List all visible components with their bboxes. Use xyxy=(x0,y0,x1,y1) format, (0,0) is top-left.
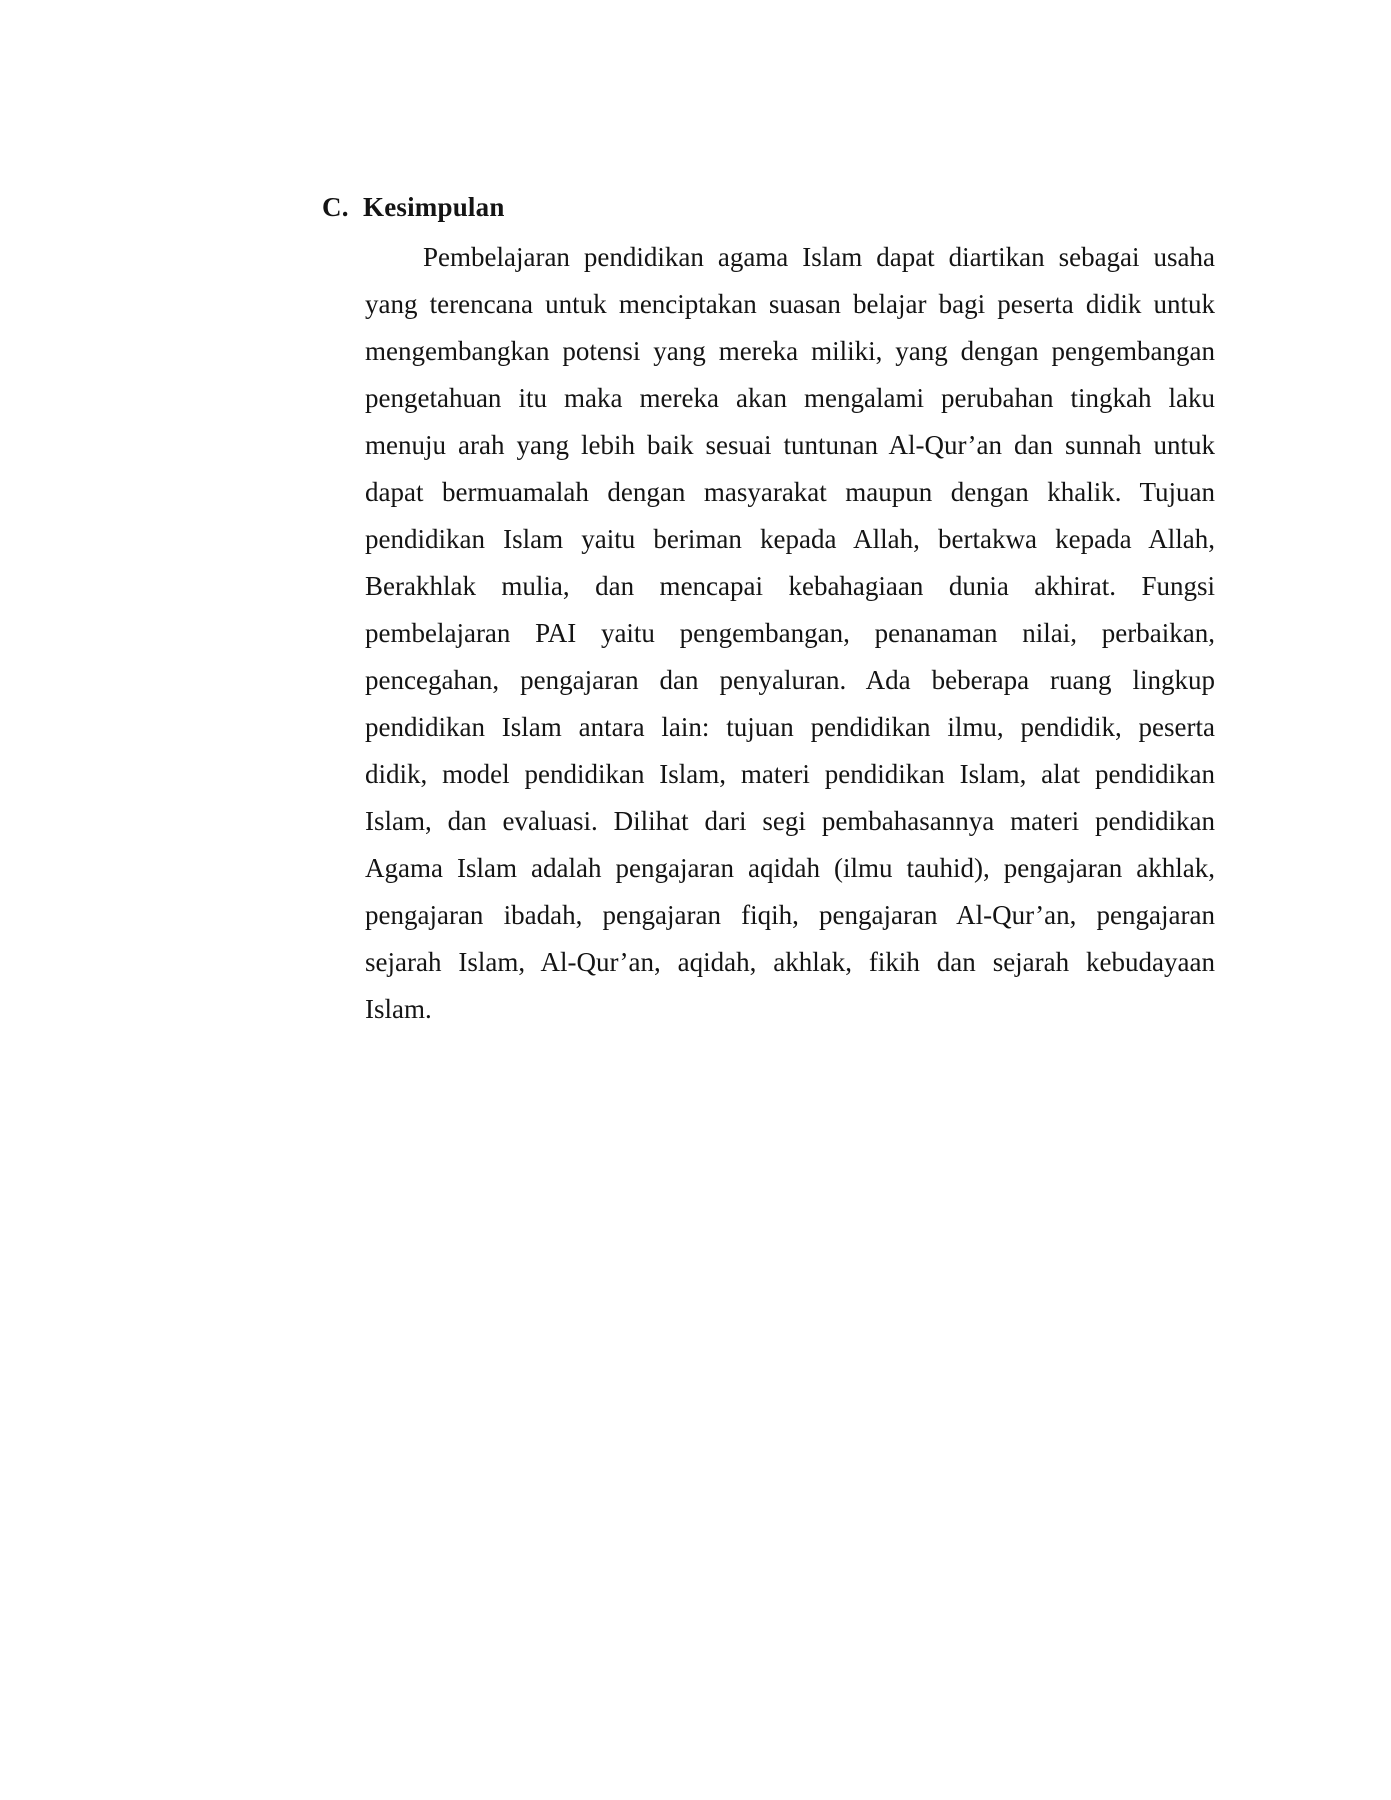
section-heading-number: C. xyxy=(322,192,349,222)
paragraph-line: pengajaran ibadah, pengajaran fiqih, pengajaran Al-Qur’an, pengajaran xyxy=(365,900,1215,930)
paragraph-line: didik, model pendidikan Islam, materi pendidikan Islam, alat pendidikan xyxy=(365,759,1215,789)
paragraph-line: pendidikan Islam yaitu beriman kepada Allah, bertakwa kepada Allah, xyxy=(365,524,1215,554)
paragraph-line: menuju arah yang lebih baik sesuai tuntunan Al-Qur’an dan sunnah untuk xyxy=(365,430,1215,460)
paragraph-line: Islam, dan evaluasi. Dilihat dari segi pembahasannya materi pendidikan xyxy=(365,806,1215,836)
paragraph-line: Agama Islam adalah pengajaran aqidah (ilmu tauhid), pengajaran akhlak, xyxy=(365,853,1215,883)
conclusion-paragraph xyxy=(365,234,1215,1033)
paragraph-line: sejarah Islam, Al-Qur’an, aqidah, akhlak, fikih dan sejarah kebudayaan xyxy=(365,947,1215,977)
paragraph-line: Pembelajaran pendidikan agama Islam dapat diartikan sebagai usaha xyxy=(423,242,1215,272)
paragraph-line: yang terencana untuk menciptakan suasan belajar bagi peserta didik untuk xyxy=(365,289,1215,319)
paragraph-line: pengetahuan itu maka mereka akan mengalami perubahan tingkah laku xyxy=(365,383,1215,413)
paragraph-line: pencegahan, pengajaran dan penyaluran. Ada beberapa ruang lingkup xyxy=(365,665,1215,695)
paragraph-line: Berakhlak mulia, dan mencapai kebahagiaan dunia akhirat. Fungsi xyxy=(365,571,1215,601)
section-heading xyxy=(322,190,505,224)
paragraph-line: Islam. xyxy=(365,994,432,1024)
section-heading-title: Kesimpulan xyxy=(363,192,505,222)
paragraph-line: pendidikan Islam antara lain: tujuan pendidikan ilmu, pendidik, peserta xyxy=(365,712,1215,742)
paragraph-line: mengembangkan potensi yang mereka miliki, yang dengan pengembangan xyxy=(365,336,1215,366)
paragraph-line: dapat bermuamalah dengan masyarakat maupun dengan khalik. Tujuan xyxy=(365,477,1215,507)
paragraph-line: pembelajaran PAI yaitu pengembangan, penanaman nilai, perbaikan, xyxy=(365,618,1215,648)
